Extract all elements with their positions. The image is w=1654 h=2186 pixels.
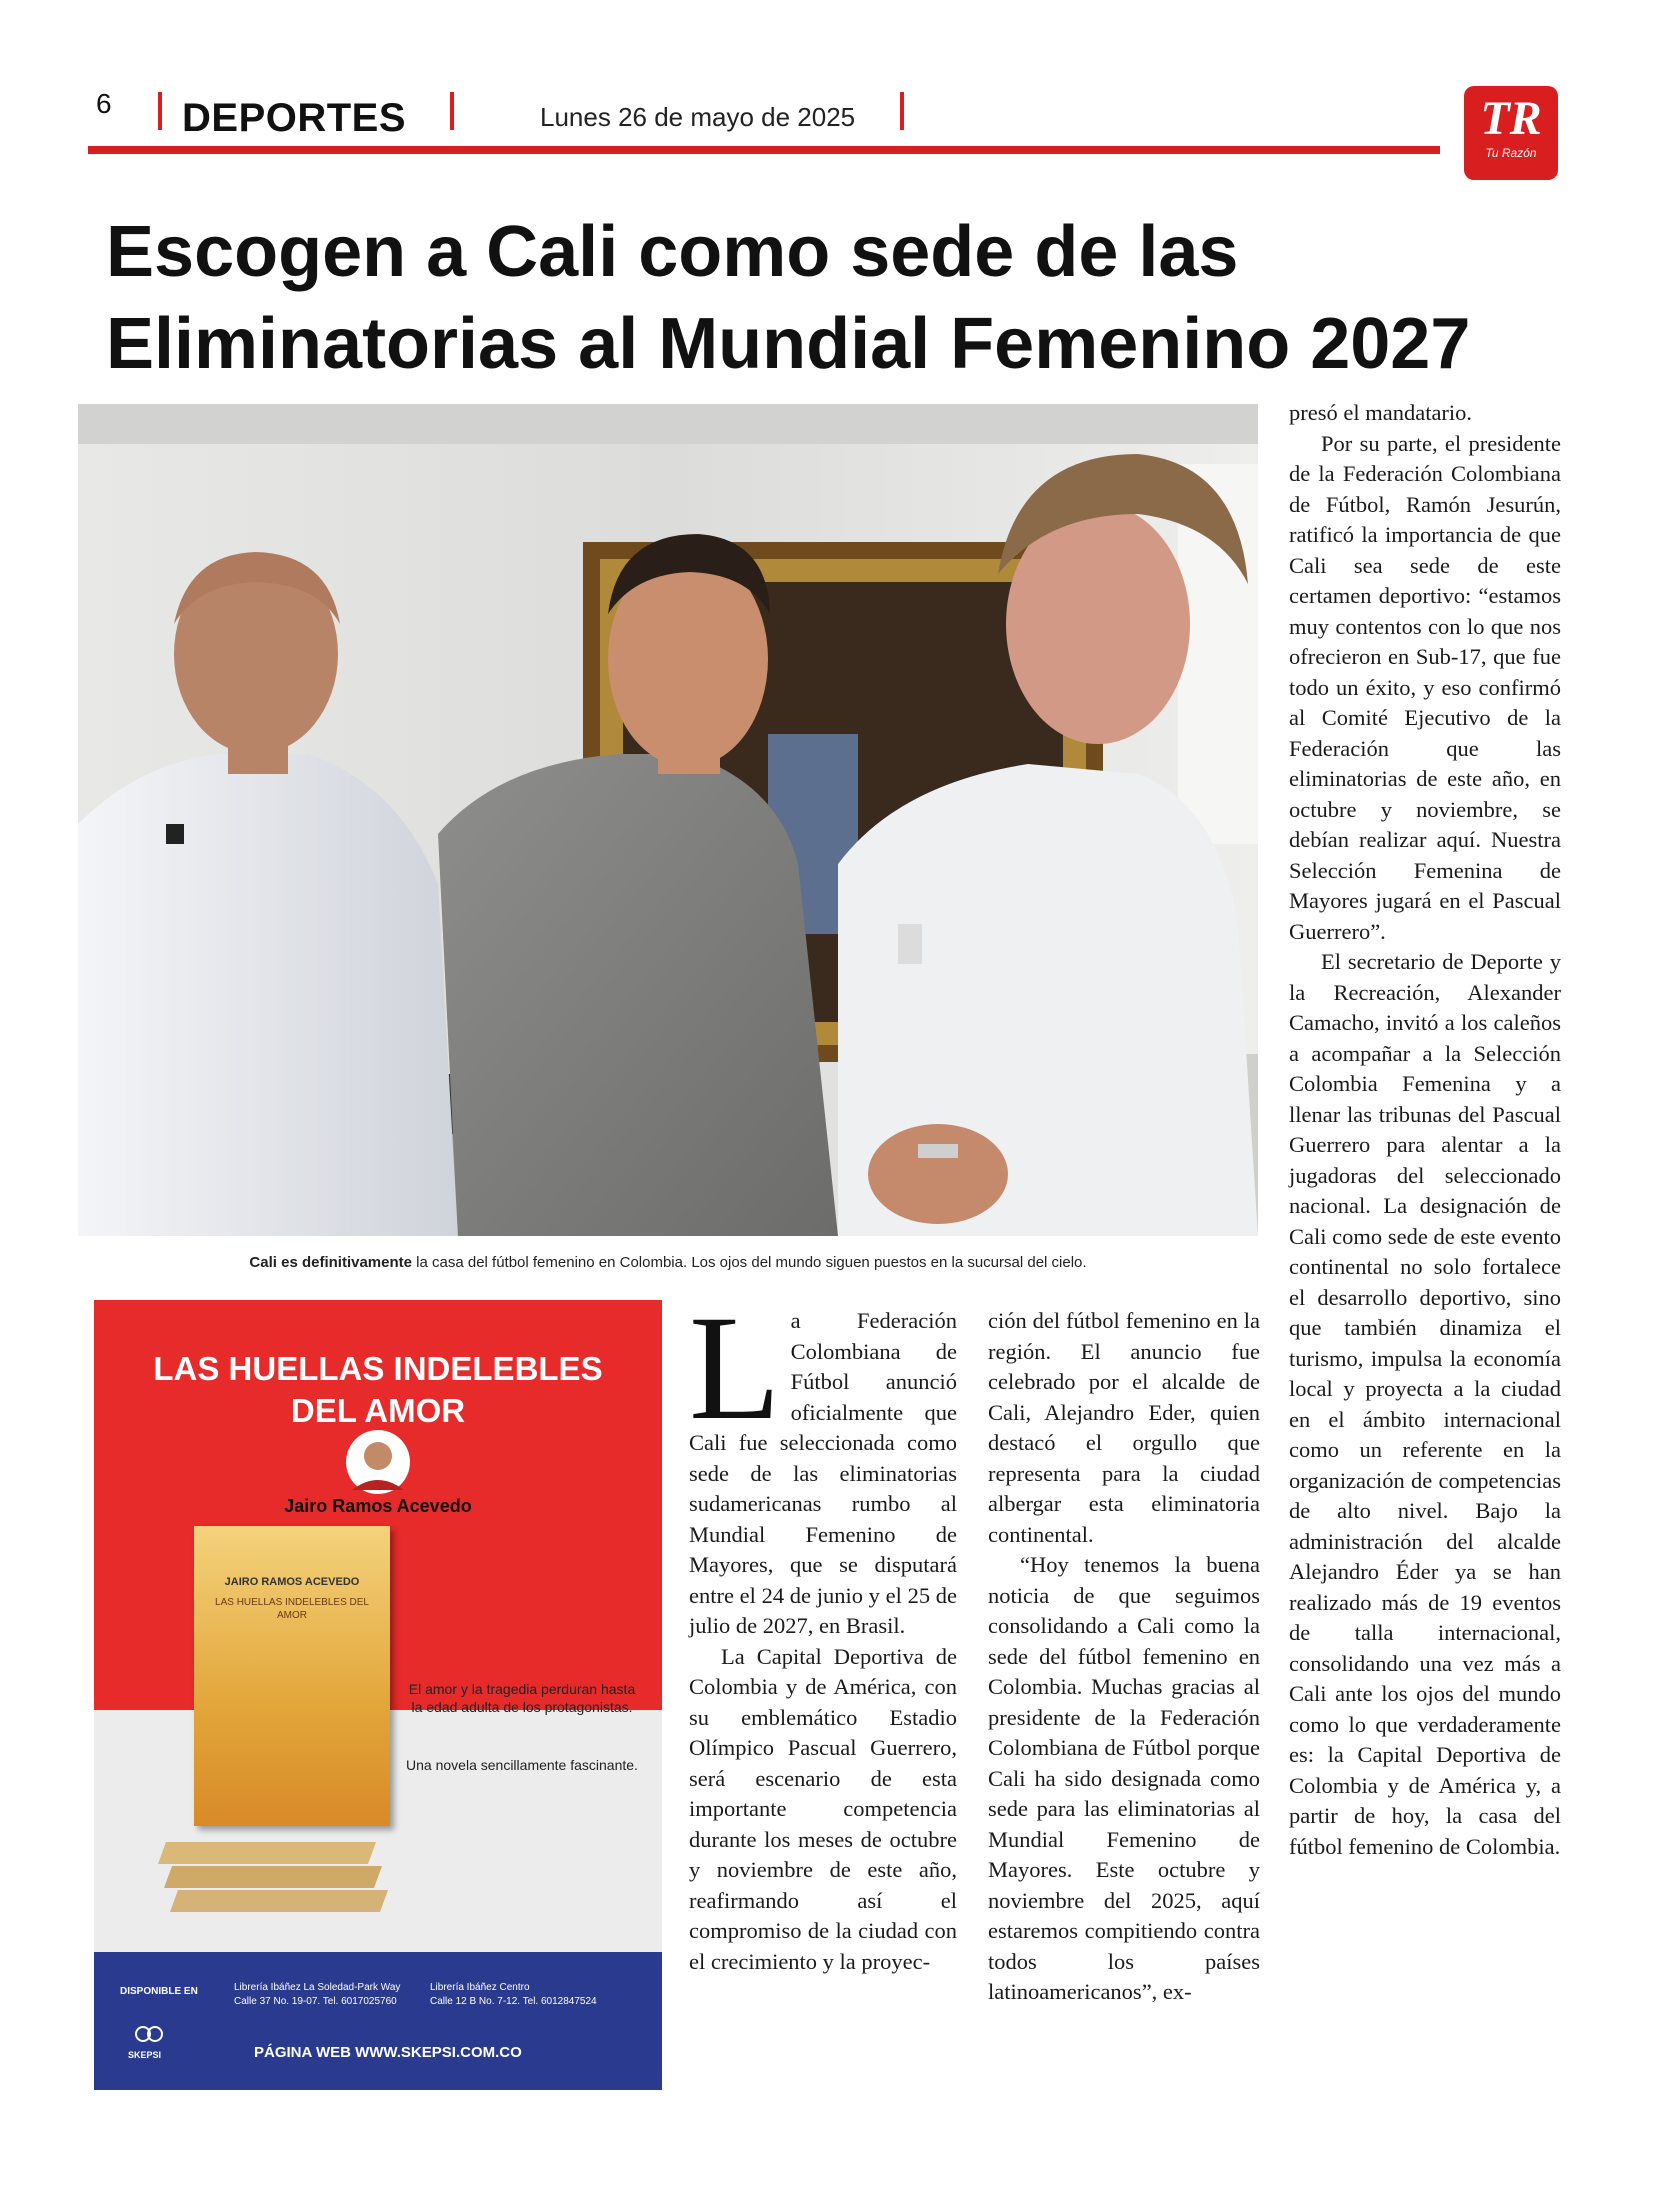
- ad-website: PÁGINA WEB WWW.SKEPSI.COM.CO: [254, 2044, 522, 2061]
- book-cover-title: LAS HUELLAS INDELEBLES DEL AMOR: [215, 1597, 369, 1621]
- section-title: DEPORTES: [182, 96, 407, 140]
- ad-author: Jairo Ramos Acevedo: [284, 1496, 472, 1516]
- article-photo: [78, 404, 1258, 1236]
- tu-razon-logo: [1464, 86, 1558, 180]
- page-number: 6: [96, 88, 112, 119]
- photo-caption: [78, 1254, 1258, 1271]
- logo-subtitle: Tu Razón: [1485, 146, 1537, 160]
- article-paragraph: presó el mandatario.: [1289, 400, 1473, 425]
- book-cover: [194, 1526, 390, 1826]
- caption-text: la casa del fútbol femenino en Colombia. Los ojos del mundo siguen puestos en la sucursal del cielo.: [411, 1254, 1087, 1271]
- article-column-2: [988, 1306, 1260, 2008]
- article-paragraph: ción del fútbol femenino en la región. El anuncio fue celebrado por el alcalde de Cali, Alejandro Eder, quien destacó el orgullo que representa para la ciudad albergar esta eliminatoria continental.: [988, 1308, 1260, 1547]
- article-paragraph: Por su parte, el presidente de la Federación Colombiana de Fútbol, Ramón Jesurún, ratificó la importancia de que Cali sea sede de este certamen deportivo: “estamos muy contentos con lo que nos ofrecieron en Sub-17, que fue todo un éxito, y eso confirmó al Comité Ejecutivo de la Federación que las eliminatorias de este año, en octubre y noviembre, se debían realizar aquí. Nuestra Selección Femenina de Mayores jugará en el Pascual Guerrero”.: [1289, 430, 1561, 944]
- drop-cap: L: [689, 1285, 781, 1451]
- article-column-1: [689, 1285, 957, 1977]
- logo-mark: TR: [1480, 92, 1542, 145]
- ad-title: [94, 1348, 662, 1432]
- ad-blue-band: [94, 1952, 662, 2090]
- headline-line-2: Eliminatorias al Mundial Femenino 2027: [106, 304, 1471, 384]
- ad-available-label: DISPONIBLE EN: [120, 1986, 198, 1997]
- article-paragraph: [689, 1285, 957, 1642]
- ad-tagline-2: Una novela sencillamente fascinante.: [406, 1757, 638, 1773]
- ad-title-line-1: LAS HUELLAS INDELEBLES: [153, 1350, 603, 1387]
- paragraph-text: a Federación Colombiana de Fútbol anunció oficialmente que Cali fue seleccionada como sede de las eliminatorias sudamericanas rumbo al Mundial Femenino de Mayores, que se disputará entre el 24 de junio y el 25 de julio de 2027, en Brasil.: [689, 1308, 957, 1638]
- issue-date: Lunes 26 de mayo de 2025: [540, 102, 856, 132]
- headline-line-1: Escogen a Cali como sede de las: [106, 212, 1239, 292]
- header-divider: [450, 92, 454, 130]
- caption-bold: Cali es definitivamente: [249, 1254, 412, 1271]
- ad-tagline: El amor y la tragedia perduran hasta la edad adulta de los protagonistas.: [408, 1681, 636, 1715]
- book-advertisement: [94, 1300, 662, 2090]
- ad-store-1-name: Librería Ibáñez La Soledad-Park Way: [234, 1982, 401, 1993]
- article-paragraph: El secretario de Deporte y la Recreación, Alexander Camacho, invitó a los caleños a acompañar a la Selección Colombia Femenina y a llenar las tribunas del Pascual Guerrero para alentar a la jugadoras del seleccionado nacional. La designación de Cali como sede de este evento continental no solo fortalece el desarrollo deportivo, sino que también dinamiza el turismo, impulsa la economía local y proyecta a la ciudad en el ámbito internacional como un referente en la organización de competencias de alto nivel. Bajo la administración del alcalde Alejandro Éder ya se han realizado más de 19 eventos de talla internacional, consolidando una vez más a Cali ante los ojos del mundo como lo que verdaderamente es: la Capital Deportiva de Colombia y de América y, a partir de hoy, la casa del fútbol femenino de Colombia.: [1289, 949, 1561, 1859]
- header-divider: [900, 92, 904, 130]
- article-column-3: [1289, 398, 1561, 1862]
- ad-store-1-address: Calle 37 No. 19-07. Tel. 6017025760: [234, 1996, 397, 2007]
- article-paragraph: “Hoy tenemos la buena noticia de que seguimos consolidando a Cali como la sede del fútbol femenino en Colombia. Muchas gracias al presidente de la Federación Colombiana de Fútbol porque Cali ha sido designada como sede para las eliminatorias al Mundial Femenino de Mayores. Este octubre y noviembre del 2025, aquí estaremos compitiendo contra todos los países latinoamericanos”, ex-: [988, 1552, 1260, 2004]
- ad-store-2-address: Calle 12 B No. 7-12. Tel. 6012847524: [430, 1996, 597, 2007]
- headline: [106, 206, 1586, 390]
- ad-publisher: SKEPSI: [128, 2050, 162, 2060]
- header-divider: [158, 92, 162, 130]
- publisher-logo-icon: [134, 2022, 164, 2046]
- book-cover-author: JAIRO RAMOS ACEVEDO: [224, 1576, 360, 1588]
- header-rule: [88, 146, 1440, 154]
- photo-illustration: [78, 404, 1258, 1236]
- ad-title-line-2: DEL AMOR: [290, 1392, 466, 1429]
- article-paragraph: La Capital Deportiva de Colombia y de América, con su emblemático Estadio Olímpico Pascual Guerrero, será escenario de esta importante competencia durante los meses de octubre y noviembre de este año, reafirmando así el compromiso de la ciudad con el crecimiento y la proyec-: [689, 1643, 957, 1974]
- author-portrait-icon: [338, 1426, 418, 1496]
- ad-store-2-name: Librería Ibáñez Centro: [430, 1982, 530, 1993]
